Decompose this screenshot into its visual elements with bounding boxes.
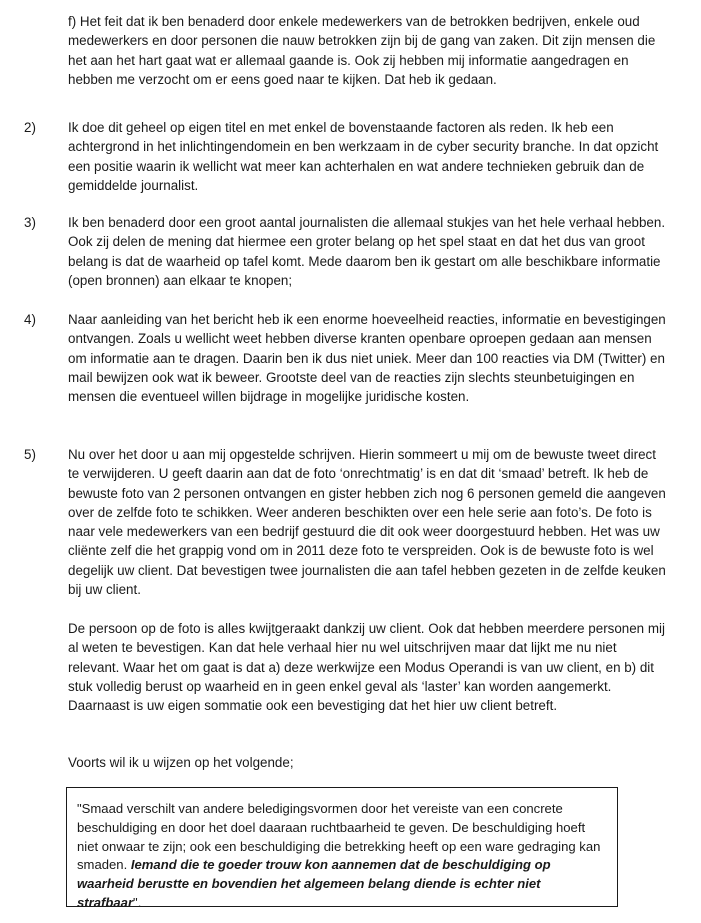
intro-paragraph: f) Het feit dat ik ben benaderd door enkele medewerkers van de betrokken bedrijven, enkele oud medewerkers en door personen die nauw betrokken zijn bij de gang van zaken. Dit zijn mensen die het aan het hart gaat wat er allemaal gaande is. Ook zij hebben mij informatie aangedragen en hebben me verzocht om er eens goed naar te kijken. Dat heb ik gedaan. bbox=[68, 14, 656, 87]
legal-quote-box bbox=[66, 787, 618, 910]
list-item-text: Ik doe dit geheel op eigen titel en met enkel de bovenstaande factoren als reden. Ik heb een achtergrond in het inlichtingendomein en ben werkzaam in de cyber security branche. In dat opzicht een positie waarin ik wellicht wat meer kan achterhalen en wat andere technieken gebruik dan de gemiddelde journalist. bbox=[68, 120, 659, 193]
list-item-number: 3) bbox=[24, 215, 36, 230]
quote-emphasis: Iemand die te goeder trouw kon aannemen dat de beschuldiging op waarheid berustte en bovendien het algemeen belang diende is echter niet strafbaar bbox=[77, 857, 551, 910]
body-paragraph: De persoon op de foto is alles kwijtgeraakt dankzij uw client. Ook dat hebben meerdere personen mij al weten te bevestigen. Kan dat hele verhaal hier nu wel uitschrijven maar dat lijkt me nu niet relevant. Waar het om gaat is dat a) deze werkwijze een Modus Operandi is van uw client, en b) dit stuk volledig berust op waarheid en in geen enkel geval als ‘laster’ kan worden aangemerkt. Daarnaast is uw eigen sommatie ook een bevestiging dat het hier uw client betreft. bbox=[68, 621, 665, 714]
list-item-text: Naar aanleiding van het bericht heb ik een enorme hoeveelheid reacties, informatie en bevestigingen ontvangen. Zoals u wellicht weet hebben diverse kranten openbare oproepen gedaan aan mensen om informatie aan te dragen. Daarin ben ik dus niet uniek. Meer dan 100 reacties via DM (Twitter) en mail bewijzen ook wat ik beweer. Grootste deel van de reacties zijn slechts steunbetuigingen en mensen die eventueel willen bijdrage in mogelijke juridische kosten. bbox=[68, 312, 666, 405]
list-item-text: Ik ben benaderd door een groot aantal journalisten die allemaal stukjes van het hele verhaal hebben. Ook zij delen de mening dat hiermee een groter belang op het spel staat en dat het dus van groot belang is dat de waarheid op tafel komt. Mede daarom ben ik gestart om alle beschikbare informatie (open bronnen) aan elkaar te knopen; bbox=[68, 215, 666, 288]
list-item-number: 5) bbox=[24, 447, 36, 462]
quote-closing: ". bbox=[133, 894, 142, 910]
list-item-text: Nu over het door u aan mij opgestelde schrijven. Hierin sommeert u mij om de bewuste tweet direct te verwijderen. U geeft daarin aan dat de foto ‘onrechtmatig’ is en dat dit ‘smaad’ betreft. Ik heb de bewuste foto van 2 personen ontvangen en gister hebben zich nog 6 personen gemeld die aangeven over de zelfde foto te schikken. Weer anderen beschikten over een hele serie aan foto’s. De foto is naar vele medewerkers van een bedrijf gestuurd die dit ook weer doorgestuurd hebben. Het was uw cliënte zelf die het grappig vond om in 2011 deze foto te verspreiden. Ook is de bewuste foto is wel degelijk uw client. Dat bevestigen twee journalisten die aan tafel hebben gezeten in de zelfde keuken bij uw client. bbox=[68, 447, 666, 598]
quote-text: "Smaad verschilt van andere beledigingsvormen door het vereiste van een concrete beschuldiging en door het doel daaraan ruchtbaarheid te geven. De beschuldiging hoeft niet onwaar te zijn; ook een beschuldiging die betrekking heeft op een ware gedraging kan smaden. bbox=[77, 801, 601, 873]
list-item-number: 4) bbox=[24, 312, 36, 327]
body-paragraph-intro-quote: Voorts wil ik u wijzen op het volgende; bbox=[68, 755, 294, 770]
list-item-number: 2) bbox=[24, 120, 36, 135]
